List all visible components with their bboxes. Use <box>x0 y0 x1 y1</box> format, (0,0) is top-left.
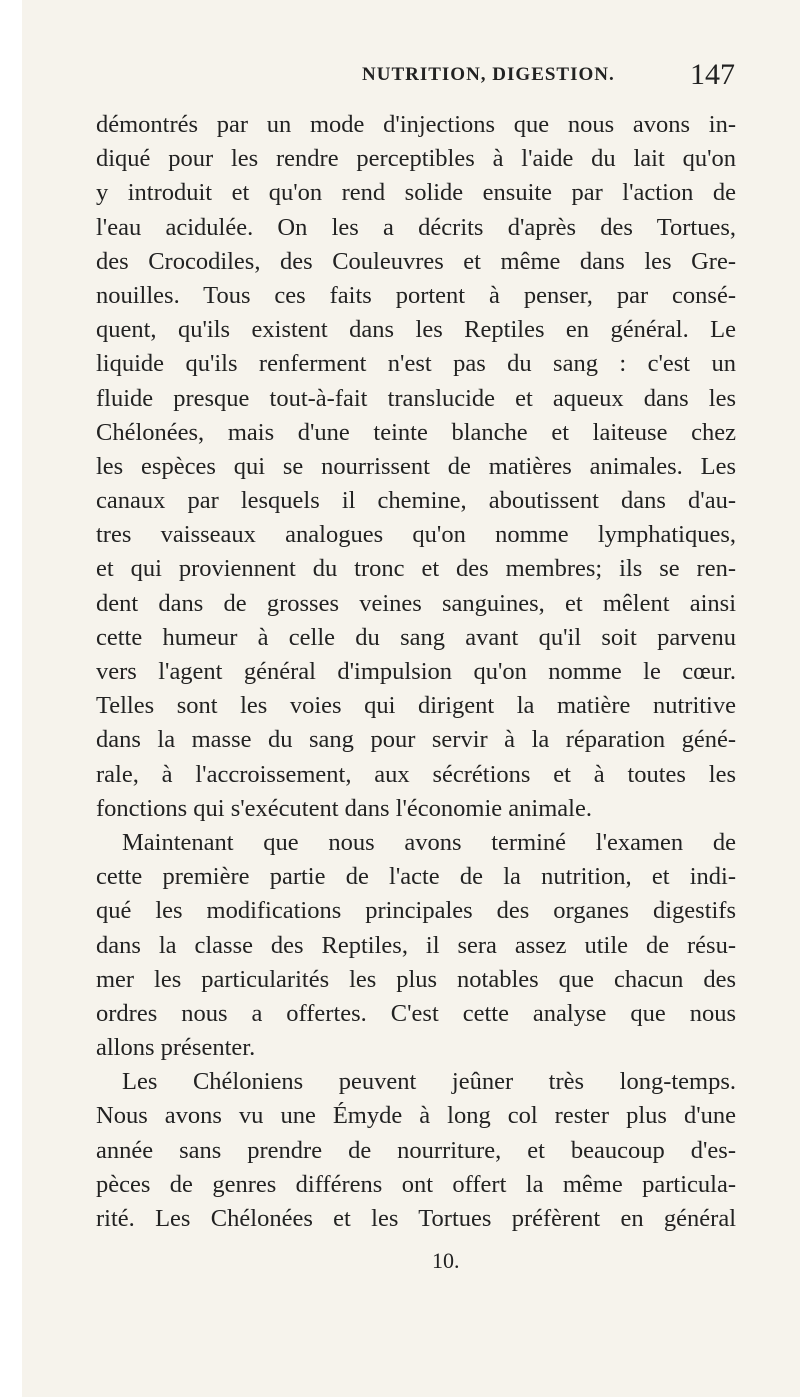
text-line: rité. Les Chélonées et les Tortues préfèrent en général <box>96 1205 736 1232</box>
text-line: Chélonées, mais d'une teinte blanche et laiteuse chez <box>96 418 736 446</box>
text-line: Les Chéloniens peuvent jeûner très long-temps. <box>122 1068 736 1096</box>
text-line: pèces de genres différens ont offert la même particula- <box>96 1170 736 1198</box>
text-line: diqué pour les rendre perceptibles à l'aide du lait qu'on <box>96 145 736 173</box>
text-line: canaux par lesquels il chemine, aboutissent dans d'au- <box>96 487 736 515</box>
text-line: mer les particularités les plus notables que chacun des <box>96 965 736 993</box>
text-line: vers l'agent général d'impulsion qu'on nomme le cœur. <box>96 658 736 685</box>
text-line: tres vaisseaux analogues qu'on nomme lymphatiques, <box>96 521 736 549</box>
text-line: qué les modifications principales des organes digestifs <box>96 897 736 925</box>
body-text <box>96 108 736 1236</box>
text-line: Nous avons vu une Émyde à long col rester plus d'une <box>96 1102 736 1130</box>
page-header <box>362 58 762 98</box>
text-line: démontrés par un mode d'injections que nous avons in- <box>96 111 736 138</box>
text-line: liquide qu'ils renferment n'est pas du sang : c'est un <box>96 350 736 378</box>
running-title: NUTRITION, DIGESTION. <box>362 64 615 85</box>
text-line: année sans prendre de nourriture, et beaucoup d'es- <box>96 1136 736 1164</box>
page-number: 147 <box>690 58 735 91</box>
text-line: allons présenter. <box>96 1034 256 1062</box>
text-line: cette première partie de l'acte de la nutrition, et indi- <box>96 863 736 891</box>
text-line: et qui proviennent du tronc et des membres; ils se ren- <box>96 555 736 583</box>
text-line: Maintenant que nous avons terminé l'examen de <box>122 828 736 856</box>
text-line: dent dans de grosses veines sanguines, et mêlent ainsi <box>96 589 736 617</box>
text-line: dans la masse du sang pour servir à la réparation géné- <box>96 726 736 754</box>
signature-mark: 10. <box>432 1248 460 1273</box>
text-line: fluide presque tout-à-fait translucide et aqueux dans les <box>96 384 736 412</box>
text-line: des Crocodiles, des Couleuvres et même dans les Gre- <box>96 247 736 275</box>
text-line: cette humeur à celle du sang avant qu'il soit parvenu <box>96 623 736 651</box>
book-page <box>22 0 800 1397</box>
text-line: quent, qu'ils existent dans les Reptiles en général. Le <box>96 316 736 344</box>
text-line: dans la classe des Reptiles, il sera assez utile de résu- <box>96 931 736 959</box>
text-line: y introduit et qu'on rend solide ensuite par l'action de <box>96 179 736 207</box>
text-line: les espèces qui se nourrissent de matières animales. Les <box>96 452 736 480</box>
text-line: fonctions qui s'exécutent dans l'économie animale. <box>96 794 592 822</box>
text-line: Telles sont les voies qui dirigent la matière nutritive <box>96 692 736 720</box>
text-line: nouilles. Tous ces faits portent à penser, par consé- <box>96 281 736 309</box>
text-line: l'eau acidulée. On les a décrits d'après des Tortues, <box>96 213 736 241</box>
text-line: rale, à l'accroissement, aux sécrétions et à toutes les <box>96 760 736 788</box>
text-line: ordres nous a offertes. C'est cette analyse que nous <box>96 999 736 1027</box>
